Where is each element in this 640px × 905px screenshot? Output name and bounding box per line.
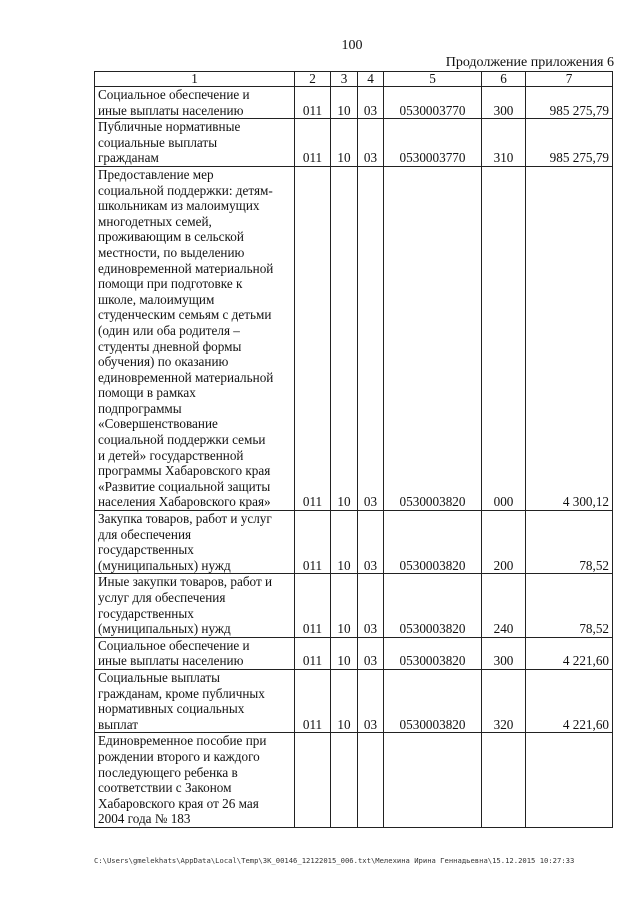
name-line: рождении второго и каждого xyxy=(98,748,260,764)
budget-table xyxy=(94,71,613,828)
name-line: для обеспечения xyxy=(98,526,192,542)
table-row xyxy=(95,119,613,167)
name-line: нормативных социальных xyxy=(98,701,245,717)
code-admin: 011 xyxy=(295,574,331,637)
name-line: единовременной материальной xyxy=(98,369,274,385)
amount: 4 300,12 xyxy=(526,166,613,510)
code-expense-type xyxy=(482,733,526,828)
appendix-continuation-label: Продолжение приложения 6 xyxy=(445,55,614,70)
name-line: «Совершенствование xyxy=(98,416,218,432)
name-line: последующего ребенка в xyxy=(98,764,238,780)
name-line: государственных xyxy=(98,542,194,558)
code-admin: 011 xyxy=(295,669,331,732)
code-target-article: 0530003770 xyxy=(384,119,482,167)
code-subsection: 03 xyxy=(358,166,384,510)
expense-item-name xyxy=(95,87,295,119)
table-row xyxy=(95,87,613,119)
code-subsection: 03 xyxy=(358,119,384,167)
code-admin: 011 xyxy=(295,637,331,669)
code-target-article: 0530003820 xyxy=(384,637,482,669)
amount: 985 275,79 xyxy=(526,87,613,119)
code-target-article: 0530003820 xyxy=(384,166,482,510)
name-line: студенты дневной формы xyxy=(98,338,242,354)
name-line: программы Хабаровского края xyxy=(98,463,271,479)
table-row xyxy=(95,637,613,669)
name-line: обучения) по оказанию xyxy=(98,354,229,370)
name-line: иные выплаты населению xyxy=(98,653,244,669)
code-admin: 011 xyxy=(295,87,331,119)
name-line: услуг для обеспечения xyxy=(98,590,226,605)
amount: 78,52 xyxy=(526,574,613,637)
amount: 4 221,60 xyxy=(526,669,613,732)
code-target-article: 0530003820 xyxy=(384,669,482,732)
name-line: Предоставление мер xyxy=(98,166,214,182)
code-subsection: 03 xyxy=(358,669,384,732)
code-target-article: 0530003820 xyxy=(384,574,482,637)
name-line: единовременной материальной xyxy=(98,260,274,276)
code-expense-type: 000 xyxy=(482,166,526,510)
code-section: 10 xyxy=(331,87,358,119)
name-line: иные выплаты населению xyxy=(98,102,244,118)
amount: 4 221,60 xyxy=(526,637,613,669)
column-header: 4 xyxy=(358,72,384,87)
code-target-article: 0530003820 xyxy=(384,511,482,574)
name-line: помощи при подготовке к xyxy=(98,276,243,292)
name-line: социальные выплаты xyxy=(98,134,218,150)
name-line: Закупка товаров, работ и услуг xyxy=(98,511,272,527)
code-target-article xyxy=(384,733,482,828)
table-row xyxy=(95,669,613,732)
code-subsection: 03 xyxy=(358,637,384,669)
name-line: местности, по выделению xyxy=(98,244,245,260)
table-row xyxy=(95,733,613,828)
code-section: 10 xyxy=(331,119,358,167)
code-admin xyxy=(295,733,331,828)
name-line: социальной поддержки: детям- xyxy=(98,182,273,198)
code-section: 10 xyxy=(331,166,358,510)
document-footer-path: C:\Users\gmelekhats\AppData\Local\Temp\ЗК_00146_12122015_006.txt\Мелехина Ирина Геннадьевна\15.12.2015 10:27:33 xyxy=(94,856,575,865)
name-line: студенческим семьям с детьми xyxy=(98,307,272,323)
table-header-row xyxy=(95,72,613,87)
table-row xyxy=(95,166,613,510)
name-line: школе, малоимущим xyxy=(98,291,215,307)
name-line: (муниципальных) нужд xyxy=(98,557,231,573)
name-line: населения Хабаровского края» xyxy=(98,494,271,510)
name-line: и детей» государственной xyxy=(98,447,244,463)
expense-item-name xyxy=(95,733,295,828)
table-row xyxy=(95,574,613,637)
expense-item-name xyxy=(95,511,295,574)
column-header: 1 xyxy=(95,72,295,87)
code-expense-type: 300 xyxy=(482,637,526,669)
name-line: 2004 года № 183 xyxy=(98,811,191,827)
code-expense-type: 200 xyxy=(482,511,526,574)
column-header: 3 xyxy=(331,72,358,87)
name-line: соответствии с Законом xyxy=(98,780,232,796)
code-admin: 011 xyxy=(295,511,331,574)
column-header: 7 xyxy=(526,72,613,87)
code-admin: 011 xyxy=(295,119,331,167)
name-line: многодетных семей, xyxy=(98,213,212,229)
code-expense-type: 320 xyxy=(482,669,526,732)
amount xyxy=(526,733,613,828)
expense-item-name xyxy=(95,166,295,510)
expense-item-name xyxy=(95,637,295,669)
column-header: 5 xyxy=(384,72,482,87)
name-line: Публичные нормативные xyxy=(98,119,241,135)
code-section: 10 xyxy=(331,511,358,574)
code-subsection: 03 xyxy=(358,87,384,119)
code-admin: 011 xyxy=(295,166,331,510)
code-section xyxy=(331,733,358,828)
name-line: (муниципальных) нужд xyxy=(98,621,231,637)
name-line: Социальное обеспечение и xyxy=(98,87,250,102)
name-line: социальной поддержки семьи xyxy=(98,432,266,448)
expense-item-name xyxy=(95,574,295,637)
amount: 985 275,79 xyxy=(526,119,613,167)
code-expense-type: 240 xyxy=(482,574,526,637)
column-header: 2 xyxy=(295,72,331,87)
name-line: проживающим в сельской xyxy=(98,229,244,245)
code-expense-type: 310 xyxy=(482,119,526,167)
name-line: Единовременное пособие при xyxy=(98,733,267,749)
name-line: помощи в рамках xyxy=(98,385,196,401)
table-row xyxy=(95,511,613,574)
page-number: 100 xyxy=(341,38,363,53)
code-section: 10 xyxy=(331,637,358,669)
expense-item-name xyxy=(95,119,295,167)
code-section: 10 xyxy=(331,574,358,637)
code-subsection: 03 xyxy=(358,574,384,637)
name-line: Иные закупки товаров, работ и xyxy=(98,574,273,590)
name-line: гражданам, кроме публичных xyxy=(98,685,265,701)
code-subsection: 03 xyxy=(358,511,384,574)
name-line: школьникам из малоимущих xyxy=(98,198,260,214)
name-line: подпрограммы xyxy=(98,400,182,416)
name-line: Социальные выплаты xyxy=(98,669,220,685)
name-line: выплат xyxy=(98,716,139,732)
code-expense-type: 300 xyxy=(482,87,526,119)
name-line: «Развитие социальной защиты xyxy=(98,478,271,494)
amount: 78,52 xyxy=(526,511,613,574)
code-target-article: 0530003770 xyxy=(384,87,482,119)
column-header: 6 xyxy=(482,72,526,87)
name-line: гражданам xyxy=(98,150,159,166)
code-section: 10 xyxy=(331,669,358,732)
name-line: (один или оба родителя – xyxy=(98,322,240,338)
name-line: Хабаровского края от 26 мая xyxy=(98,795,259,811)
name-line: Социальное обеспечение и xyxy=(98,637,250,653)
name-line: государственных xyxy=(98,605,194,621)
expense-item-name xyxy=(95,669,295,732)
code-subsection xyxy=(358,733,384,828)
